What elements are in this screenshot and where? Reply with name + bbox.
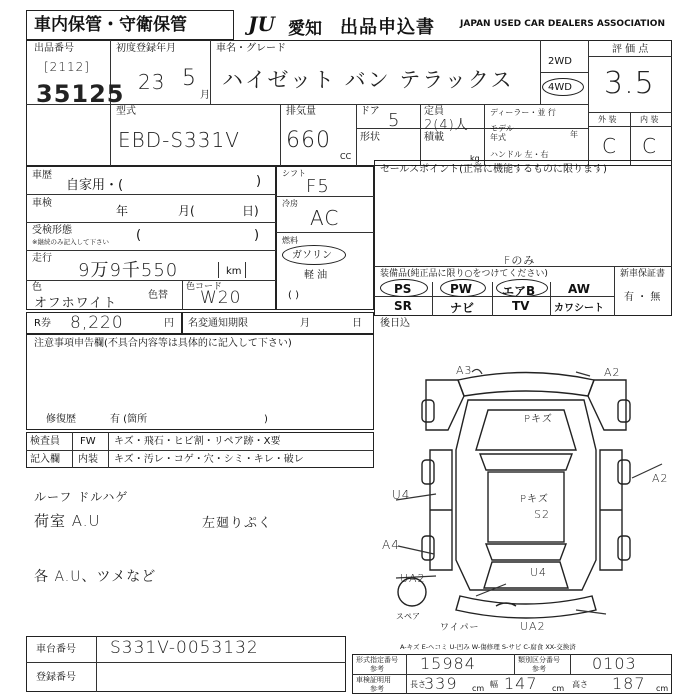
fuel-gas: ガソリン: [292, 250, 332, 261]
ac-value: AC: [310, 206, 340, 230]
inspector-label1: 検査員: [30, 436, 60, 447]
doors-label: ドア: [360, 106, 380, 117]
brand-name: 愛知: [288, 19, 322, 39]
cert-label2: 参考: [370, 685, 384, 693]
mileage-unit: km: [226, 266, 242, 277]
reverse-label: 後日込: [380, 318, 410, 329]
fuel-other: ( ): [288, 290, 299, 301]
recycle-value: 8,220: [70, 313, 124, 333]
model-value: EBD-S331V: [118, 128, 240, 152]
width-unit: cm: [552, 684, 565, 693]
doors-value: 5: [388, 110, 401, 131]
registration-label: 初度登録年月: [116, 43, 176, 54]
warranty-options: 有 ・ 無: [624, 292, 661, 303]
mark-a3: A3: [456, 364, 473, 377]
equip-leather: カワシート: [554, 303, 604, 314]
fuel-diesel: 軽 油: [304, 270, 328, 281]
hand-note-4: 各 A.U、ツメなど: [34, 569, 157, 585]
inspection-day: 日): [242, 204, 259, 218]
recycle-unit: 円: [164, 318, 174, 329]
hand-note-3: 左廻りぷく: [202, 516, 273, 531]
recycle-label: R券: [34, 318, 51, 329]
mark-u4-rear: U4: [530, 566, 548, 579]
inspection-form-close: ): [254, 228, 260, 243]
equip-pw: PW: [450, 282, 473, 296]
warranty-label: 新車保証書: [620, 269, 666, 279]
fuel-label: 燃料: [282, 236, 298, 245]
usage-label: 車歴: [32, 170, 52, 181]
damage-legend: A-キズ E-ヘコミ U-凹み W-傷修理 S-サビ C-腐食 XX-交換済: [400, 643, 576, 651]
load-unit: kg: [470, 154, 480, 163]
drive-2wd: 2WD: [548, 56, 572, 67]
equip-airbag: エアB: [502, 284, 536, 298]
transfer-label: 名変通知期限: [188, 318, 248, 329]
interior-label: 内 装: [640, 115, 659, 124]
mark-p-top: Pキズ: [524, 414, 553, 425]
inspection-year: 年: [116, 204, 129, 218]
usage-value: 自家用・(: [66, 178, 124, 193]
displacement-unit: CC: [340, 152, 352, 161]
category-label2: 参考: [532, 665, 546, 673]
mark-a2-top: A2: [604, 366, 621, 379]
year-unit: 年: [570, 130, 578, 139]
inspector-cat1: FW: [80, 436, 96, 447]
color-code-label: 色コード: [186, 282, 223, 292]
storage-label: 車内保管・守衛保管: [34, 15, 187, 35]
registration-month: 5: [182, 66, 197, 91]
wiper-label: ワイパー: [440, 623, 480, 633]
registry-label: 登録番号: [36, 672, 76, 683]
registration-year: 23: [138, 70, 166, 94]
color-change-label: 色替: [148, 290, 168, 301]
color-value: オフホワイト: [34, 296, 118, 311]
interior-value: C: [642, 134, 657, 158]
repair-close: ): [264, 414, 268, 425]
designation-value1: 15984: [420, 654, 476, 673]
height-unit: cm: [656, 684, 669, 693]
rating-value: 3.5: [604, 66, 655, 101]
mark-p-roof: Pキズ: [520, 494, 549, 505]
usage-close: ): [256, 174, 262, 189]
inspection-form-note: ※継続のみ記入して下さい: [32, 238, 109, 246]
notes-label: 注意事項申告欄(不具合内容等は具体的に記入して下さい): [34, 338, 292, 349]
lot-label: 出品番号: [34, 43, 74, 54]
designation-label1: 形式指定番号: [356, 656, 398, 664]
equip-aw: AW: [568, 282, 590, 296]
height-label: 高さ: [572, 680, 588, 689]
chassis-value: S331V-0053132: [110, 638, 259, 658]
capacity-label: 定員: [424, 106, 444, 117]
mark-s2: S2: [534, 508, 550, 521]
hand-note-1: ルーフ ドルハゲ: [34, 490, 129, 504]
equipment-note: Fのみ: [504, 254, 536, 267]
model-year-label: モデル 年式: [490, 124, 514, 142]
registration-month-unit: 月: [200, 90, 210, 101]
equip-navi: ナビ: [450, 301, 475, 315]
car-name-label: 車名・グレード: [216, 43, 286, 54]
transfer-day: 日: [352, 318, 362, 329]
category-label1: 類別区分番号: [518, 656, 560, 664]
displacement-value: 660: [286, 128, 331, 153]
form-title: 出品申込書: [340, 17, 435, 38]
length-value: 339: [424, 674, 458, 693]
inspection-month: 月(: [178, 204, 195, 218]
exterior-value: C: [602, 134, 617, 158]
inspection-form-open: (: [136, 228, 142, 243]
height-value: 187: [612, 674, 646, 693]
mark-ua2-bottom: UA2: [520, 620, 546, 633]
handle-label: ハンドル 左・右: [490, 150, 549, 159]
mark-ua2-left: UA2: [400, 572, 426, 585]
hand-note-2: 荷室 A.U: [34, 512, 101, 530]
shape-label: 形状: [360, 132, 380, 143]
ac-label: 冷房: [282, 199, 298, 208]
equip-sr: SR: [394, 299, 412, 313]
drive-4wd: 4WD: [548, 82, 572, 93]
width-label: 幅: [490, 680, 498, 689]
mark-a2-right: A2: [652, 472, 669, 485]
inspector-label2: 記入欄: [30, 454, 60, 465]
car-name-value: ハイゼット バン テラックス: [222, 68, 514, 92]
chassis-label: 車台番号: [36, 644, 76, 655]
color-code: W20: [200, 288, 242, 308]
inspection-form-label: 受検形態: [32, 225, 72, 236]
model-label: 型式: [116, 106, 136, 117]
inspector-row1: キズ・飛石・ヒビ割・リペア跡・X要: [114, 436, 281, 447]
equipment-label: 装備品(純正品に限り○をつけてください): [380, 269, 548, 279]
equip-tv: TV: [512, 299, 530, 313]
mileage-label: 走行: [32, 253, 52, 264]
mileage-value: 9万9千550: [78, 260, 179, 281]
equip-ps: PS: [394, 282, 412, 296]
lot-number: 35125: [36, 80, 125, 108]
cert-label1: 車検証明用: [356, 676, 391, 684]
inspector-cat2: 内装: [78, 454, 98, 465]
sales-point-label: セールスポイント(正常に機能するものに限ります): [380, 164, 607, 175]
form-subtitle: JAPAN USED CAR DEALERS ASSOCIATION: [460, 19, 665, 29]
displacement-label: 排気量: [286, 106, 316, 117]
repair-value: 有 (箇所: [110, 414, 148, 425]
mark-u4-left: U4: [392, 488, 411, 502]
transfer-month: 月: [300, 318, 310, 329]
mark-a4: A4: [382, 538, 400, 552]
dealer-label: ディーラー・並 行: [490, 108, 556, 117]
width-value: 147: [504, 674, 538, 693]
shift-value: F5: [306, 176, 330, 197]
capacity-value: 2(4)人: [424, 118, 469, 133]
spare-label: スペア: [396, 612, 420, 621]
ju-logo: JU: [248, 12, 275, 36]
repair-label: 修復歴: [46, 414, 76, 425]
designation-label2: 参考: [370, 665, 384, 673]
lot-bracket: [2112]: [44, 60, 90, 74]
exterior-label: 外 装: [598, 115, 617, 124]
length-unit: cm: [472, 684, 485, 693]
designation-value2: 0103: [592, 654, 637, 673]
color-label: 色: [32, 282, 42, 293]
inspection-label: 車検: [32, 198, 52, 209]
inspector-row2: キズ・汚レ・コゲ・穴・シミ・キレ・破レ: [114, 454, 304, 465]
length-label: 長さ: [410, 680, 426, 689]
load-label: 積載: [424, 132, 444, 143]
rating-label: 評 価 点: [612, 44, 649, 55]
shift-label: シフト: [282, 169, 306, 178]
